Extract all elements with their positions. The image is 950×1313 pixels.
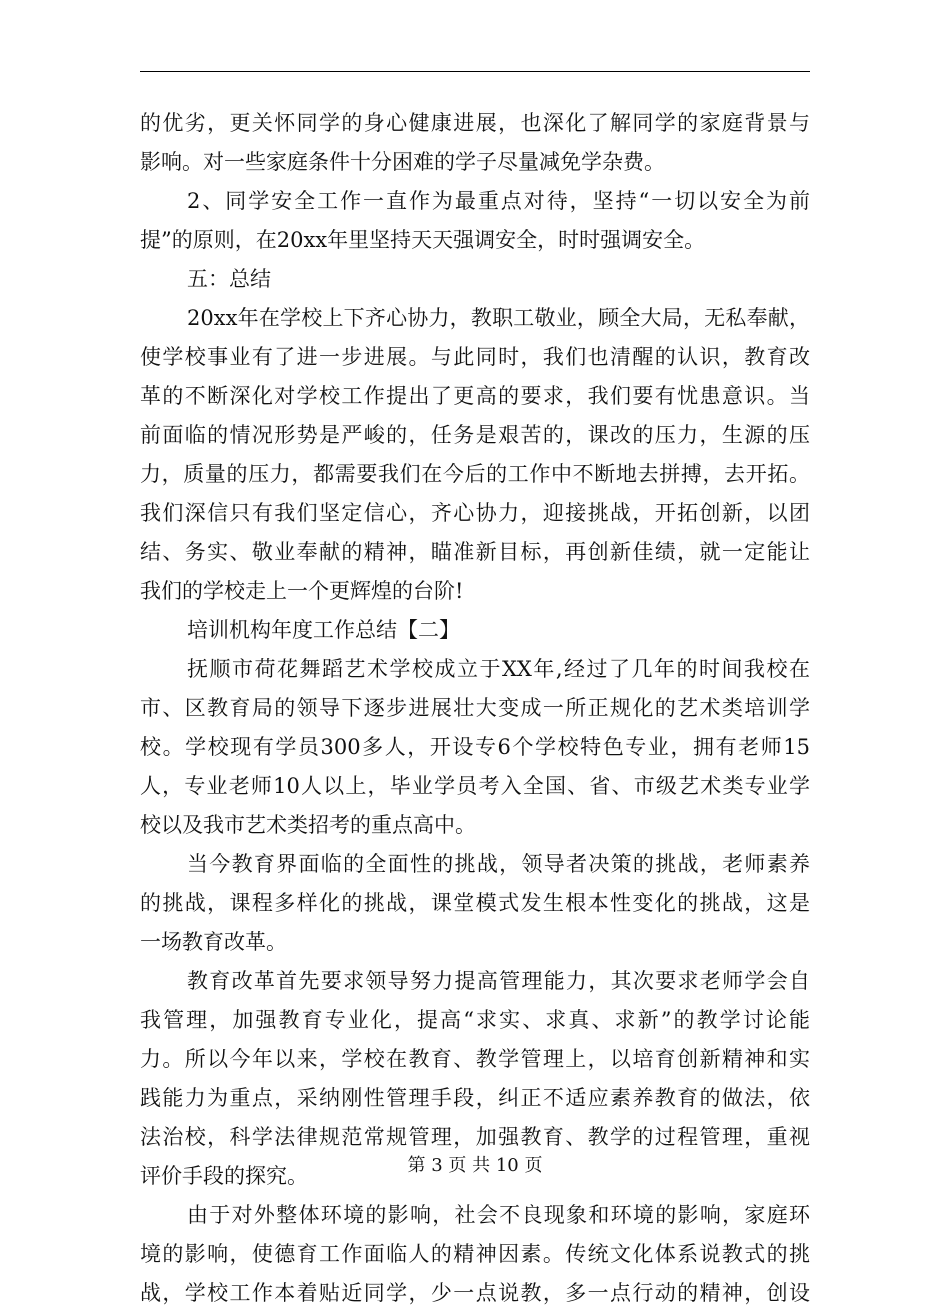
header-rule <box>140 71 810 72</box>
text-line: 一场教育改革。 <box>140 930 287 954</box>
text-line: 影响。对一些家庭条件十分困难的学子尽量减免学杂费。 <box>140 150 665 174</box>
text-line: 战，学校工作本着贴近同学，少一点说教，多一点行动的精神，创设 <box>140 1281 810 1305</box>
text-line: 评价手段的探究。 <box>140 1164 308 1188</box>
text-line: 校。学校现有学员300多人，开设专6个学校特色专业，拥有老师15 <box>140 735 810 759</box>
text-line: 当今教育界面临的全面性的挑战，领导者决策的挑战，老师素养 <box>187 852 810 876</box>
text-line: 的优劣，更关怀同学的身心健康进展，也深化了解同学的家庭背景与 <box>140 111 810 135</box>
text-line: 前面临的情况形势是严峻的，任务是艰苦的，课改的压力，生源的压 <box>140 423 810 447</box>
text-line: 校以及我市艺术类招考的重点高中。 <box>140 813 476 837</box>
section-heading: 五：总结 <box>187 267 271 291</box>
text-line: 力。所以今年以来，学校在教育、教学管理上，以培育创新精神和实 <box>140 1047 810 1071</box>
text-line: 20xx年在学校上下齐心协力，教职工敬业，顾全大局，无私奉献， <box>187 306 810 330</box>
text-line: 境的影响，使德育工作面临人的精神因素。传统文化体系说教式的挑 <box>140 1242 810 1266</box>
text-line: 法治校，科学法律规范常规管理，加强教育、教学的过程管理，重视 <box>140 1125 810 1149</box>
text-line: 提”的原则，在20xx年里坚持天天强调安全，时时强调安全。 <box>140 228 706 252</box>
text-line: 人，专业老师10人以上，毕业学员考入全国、省、市级艺术类专业学 <box>140 774 810 798</box>
text-line: 2、同学安全工作一直作为最重点对待，坚持“一切以安全为前 <box>187 189 810 213</box>
text-line: 市、区教育局的领导下逐步进展壮大变成一所正规化的艺术类培训学 <box>140 696 810 720</box>
text-line: 我们深信只有我们坚定信心，齐心协力，迎接挑战，开拓创新，以团 <box>140 501 810 525</box>
text-line: 力，质量的压力，都需要我们在今后的工作中不断地去拼搏，去开拓。 <box>140 462 810 486</box>
text-line: 的挑战，课程多样化的挑战，课堂模式发生根本性变化的挑战，这是 <box>140 891 810 915</box>
text-line: 践能力为重点，采纳刚性管理手段，纠正不适应素养教育的做法，依 <box>140 1086 810 1110</box>
text-line: 使学校事业有了进一步进展。与此同时，我们也清醒的认识，教育改 <box>140 345 810 369</box>
page-number-footer: 第 3 页 共 10 页 <box>407 1155 543 1176</box>
text-line: 结、务实、敬业奉献的精神，瞄准新目标，再创新佳绩，就一定能让 <box>140 540 810 564</box>
section-heading: 培训机构年度工作总结【二】 <box>187 618 460 642</box>
text-line: 教育改革首先要求领导努力提高管理能力，其次要求老师学会自 <box>187 969 810 993</box>
text-line: 由于对外整体环境的影响，社会不良现象和环境的影响，家庭环 <box>187 1203 810 1227</box>
text-line: 抚顺市荷花舞蹈艺术学校成立于XX年,经过了几年的时间我校在 <box>187 657 810 681</box>
text-line: 革的不断深化对学校工作提出了更高的要求，我们要有忧患意识。当 <box>140 384 810 408</box>
body-text <box>140 104 810 1313</box>
text-line: 我们的学校走上一个更辉煌的台阶! <box>140 579 464 603</box>
text-line: 我管理，加强教育专业化，提高“求实、求真、求新”的教学讨论能 <box>140 1008 810 1032</box>
